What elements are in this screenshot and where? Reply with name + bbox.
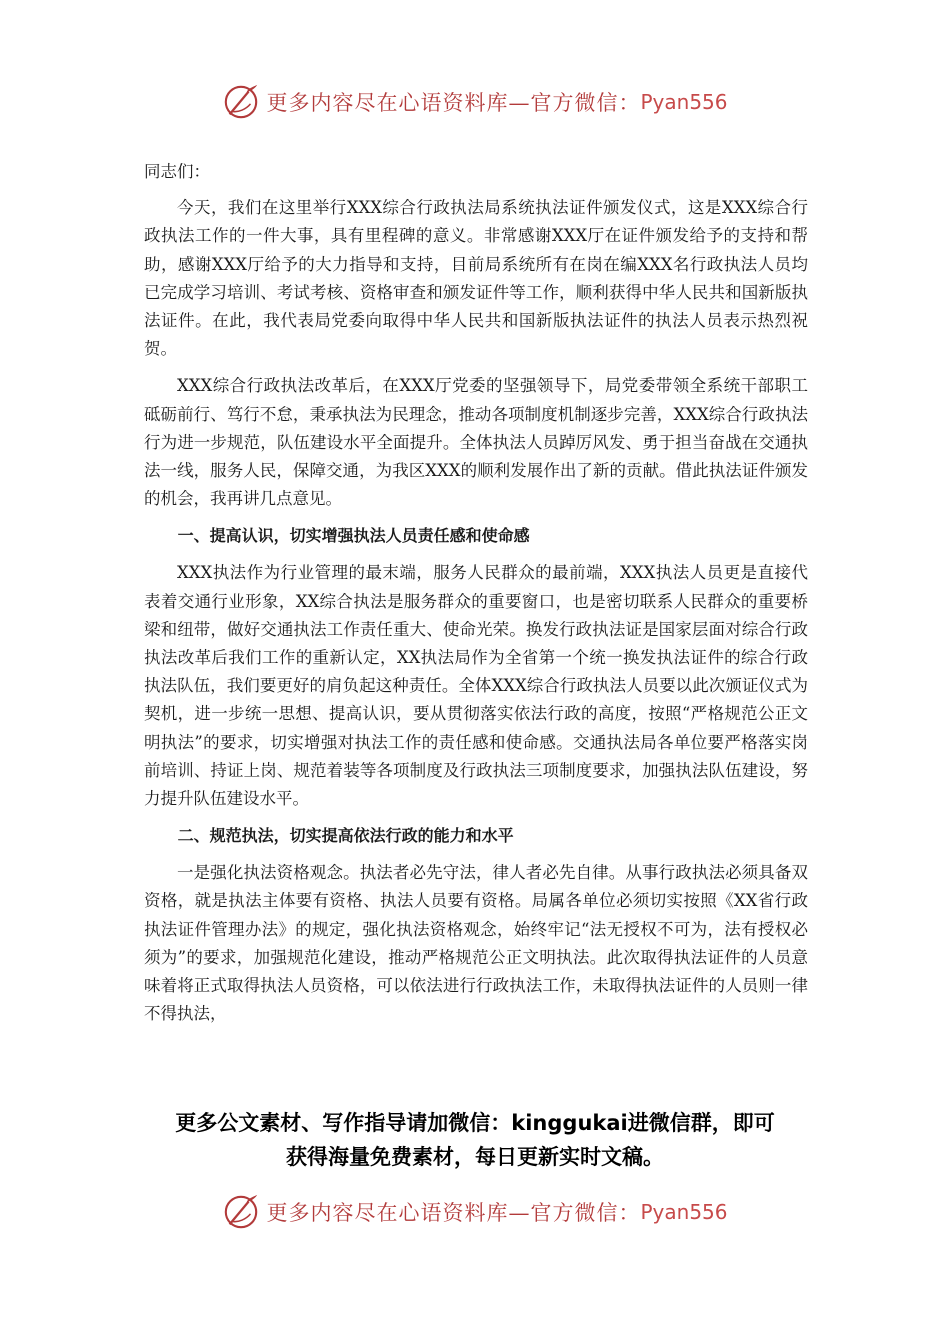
quill-logo-icon: [222, 1193, 260, 1231]
section-1-heading: 一、提高认识，切实增强执法人员责任感和使命感: [177, 526, 530, 546]
banner-text: 更多内容尽在心语资料库—官方微信：: [266, 91, 641, 115]
greeting: 同志们：: [144, 162, 210, 181]
promo-line-1: 更多公文素材、写作指导请加微信：kinggukai进微信群，即可: [175, 1111, 775, 1135]
promo-line-2: 获得海量免费素材，每日更新实时文稿。: [286, 1145, 664, 1169]
intro-paragraph-1: 今天，我们在这里举行XXX综合行政执法局系统执法证件颁发仪式，这是XXX综合行政执法工作的一件大事，具有里程碑的意义。非常感谢XXX厅在证件颁发给予的支持和帮助，感谢XXX厅给予的大力指导和支持，目前局系统所有在岗在编XXX名行政执法人员均已完成学习培训、考试考核、资格审查和颁发证件等工作，顺利获得中华人民共和国新版执法证件。在此，我代表局党委向取得中华人民共和国新版执法证件的执法人员表示热烈祝贺。: [144, 198, 808, 359]
promo-notice: [120, 1106, 830, 1174]
header-banner: [0, 80, 950, 124]
document-body: [144, 158, 808, 1037]
banner-text: 更多内容尽在心语资料库—官方微信：: [266, 1201, 641, 1225]
intro-paragraph-2: XXX综合行政执法改革后，在XXX厅党委的坚强领导下，局党委带领全系统干部职工砥砺前行、笃行不怠，秉承执法为民理念，推动各项制度机制逐步完善，XXX综合行政执法行为进一步规范，队伍建设水平全面提升。全体执法人员踔厉风发、勇于担当奋战在交通执法一线，服务人民，保障交通，为我区XXX的顺利发展作出了新的贡献。借此执法证件颁发的机会，我再讲几点意见。: [144, 376, 808, 509]
quill-logo-icon: [222, 83, 260, 121]
banner-wechat-id: Pyan556: [640, 90, 728, 114]
footer-banner: [0, 1190, 950, 1234]
section-2-heading: 二、规范执法，切实提高依法行政的能力和水平: [177, 826, 514, 846]
banner-wechat-id: Pyan556: [640, 1200, 728, 1224]
section-1-body: XXX执法作为行业管理的最末端，服务人民群众的最前端，XXX执法人员更是直接代表着交通行业形象，XX综合执法是服务群众的重要窗口，也是密切联系人民群众的重要桥梁和纽带，做好交通执法工作责任重大、使命光荣。换发行政执法证是国家层面对综合行政执法改革后我们工作的重新认定，XX执法局作为全省第一个统一换发执法证件的综合行政执法队伍，我们要更好的肩负起这种责任。全体XXX综合行政执法人员要以此次颁证仪式为契机，进一步统一思想、提高认识，要从贯彻落实依法行政的高度，按照“严格规范公正文明执法”的要求，切实增强对执法工作的责任感和使命感。交通执法局各单位要严格落实岗前培训、持证上岗、规范着装等各项制度及行政执法三项制度要求，加强执法队伍建设，努力提升队伍建设水平。: [144, 563, 808, 809]
section-2-body: 一是强化执法资格观念。执法者必先守法，律人者必先自律。从事行政执法必须具备双资格，就是执法主体要有资格、执法人员要有资格。局属各单位必须切实按照《XX省行政执法证件管理办法》的规定，强化执法资格观念，始终牢记“法无授权不可为，法有授权必须为”的要求，加强规范化建设，推动严格规范公正文明执法。此次取得执法证件的人员意味着将正式取得执法人员资格，可以依法进行行政执法工作，未取得执法证件的人员则一律不得执法，: [144, 863, 808, 1024]
